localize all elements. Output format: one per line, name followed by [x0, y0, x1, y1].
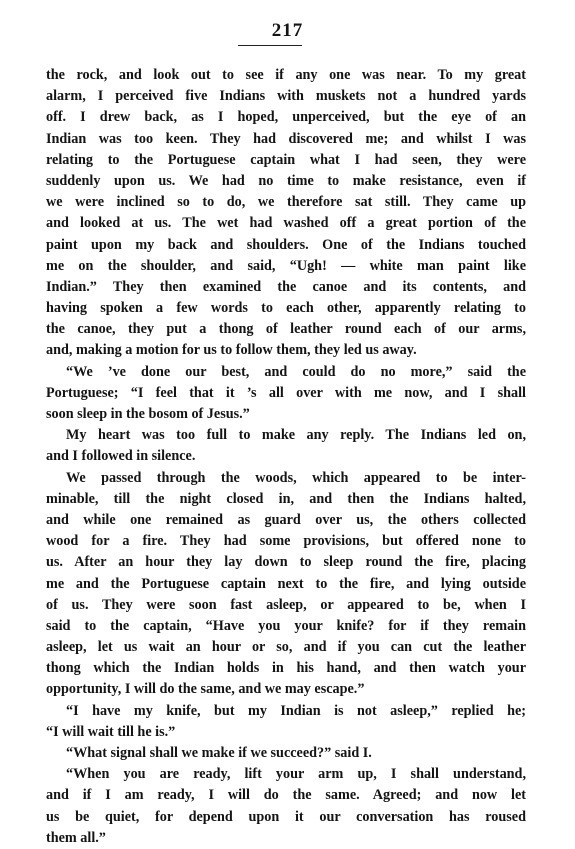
- text-line: “We ’ve done our best, and could do no more,” said the: [66, 363, 526, 380]
- text-line: off. I drew back, as I hoped, unperceived, but the eye of an: [46, 109, 526, 126]
- text-line: us be quiet, for depend upon it our conversation has roused: [46, 808, 526, 825]
- text-line: “When you are ready, lift your arm up, I shall understand,: [66, 766, 526, 783]
- text-line: we were inclined so to do, we therefore sat still. They came up: [46, 194, 526, 211]
- text-line: of us. They were soon fast asleep, or appeared to be, when I: [46, 596, 526, 613]
- page-number: 217: [271, 20, 304, 41]
- text-line: minable, till the night closed in, and then the Indians halted,: [46, 490, 526, 507]
- text-line: alarm, I perceived five Indians with muskets not a hundred yards: [46, 88, 526, 105]
- text-line: My heart was too full to make any reply. The Indians led on,: [66, 427, 526, 444]
- text-line: and looked at us. The wet had washed off a great portion of the: [46, 215, 526, 232]
- text-line: Portuguese; “I feel that it ’s all over with me now, and I shall: [46, 384, 526, 401]
- text-line: wood for a fire. They had some provisions, but offered none to: [46, 533, 526, 550]
- text-line: us. After an hour they lay down to sleep round the fire, placing: [46, 554, 526, 571]
- header-rule: [238, 45, 302, 46]
- text-line: and, making a motion for us to follow them, they led us away.: [46, 342, 417, 359]
- text-line: Indian was too keen. They had discovered me; and whilst I was: [46, 130, 526, 147]
- text-line: and if I am ready, I will do the same. Agreed; and now let: [46, 787, 526, 804]
- text-line: said to the captain, “Have you your knife? for if they remain: [46, 617, 526, 634]
- text-line: opportunity, I will do the same, and we may escape.”: [46, 681, 365, 698]
- text-line: Indian.” They then examined the canoe and its contents, and: [46, 278, 526, 295]
- text-line: and while one remained as guard over us, the others collected: [46, 511, 526, 528]
- text-line: me and the Portuguese captain next to the fire, and lying outside: [46, 575, 526, 592]
- text-line: the rock, and look out to see if any one was near. To my great: [46, 67, 526, 83]
- text-line: soon sleep in the bosom of Jesus.”: [46, 406, 250, 422]
- text-line: relating to the Portuguese captain what I had seen, they were: [46, 151, 526, 168]
- text-line: and I followed in silence.: [46, 448, 196, 465]
- text-line: me on the shoulder, and said, “Ugh! — white man paint like: [46, 257, 526, 274]
- text-line: paint upon my back and shoulders. One of the Indians touched: [46, 236, 526, 253]
- text-line: the canoe, they put a thong of leather round each of our arms,: [46, 321, 526, 338]
- text-line: thong which the Indian holds in his hand, and then watch your: [46, 660, 526, 677]
- text-line: them all.”: [46, 829, 106, 846]
- text-line: “I will wait till he is.”: [46, 723, 176, 740]
- text-line: “I have my knife, but my Indian is not asleep,” replied he;: [66, 702, 526, 719]
- text-line: suddenly upon us. We had no time to make resistance, even if: [46, 172, 526, 189]
- text-line: “What signal shall we make if we succeed?” said I.: [66, 745, 372, 761]
- text-line: having spoken a few words to each other, apparently relating to: [46, 300, 526, 317]
- text-line: asleep, let us wait an hour or so, and if you can cut the leather: [46, 639, 526, 656]
- body-text: [46, 65, 526, 849]
- text-line: We passed through the woods, which appeared to be inter-: [66, 469, 526, 486]
